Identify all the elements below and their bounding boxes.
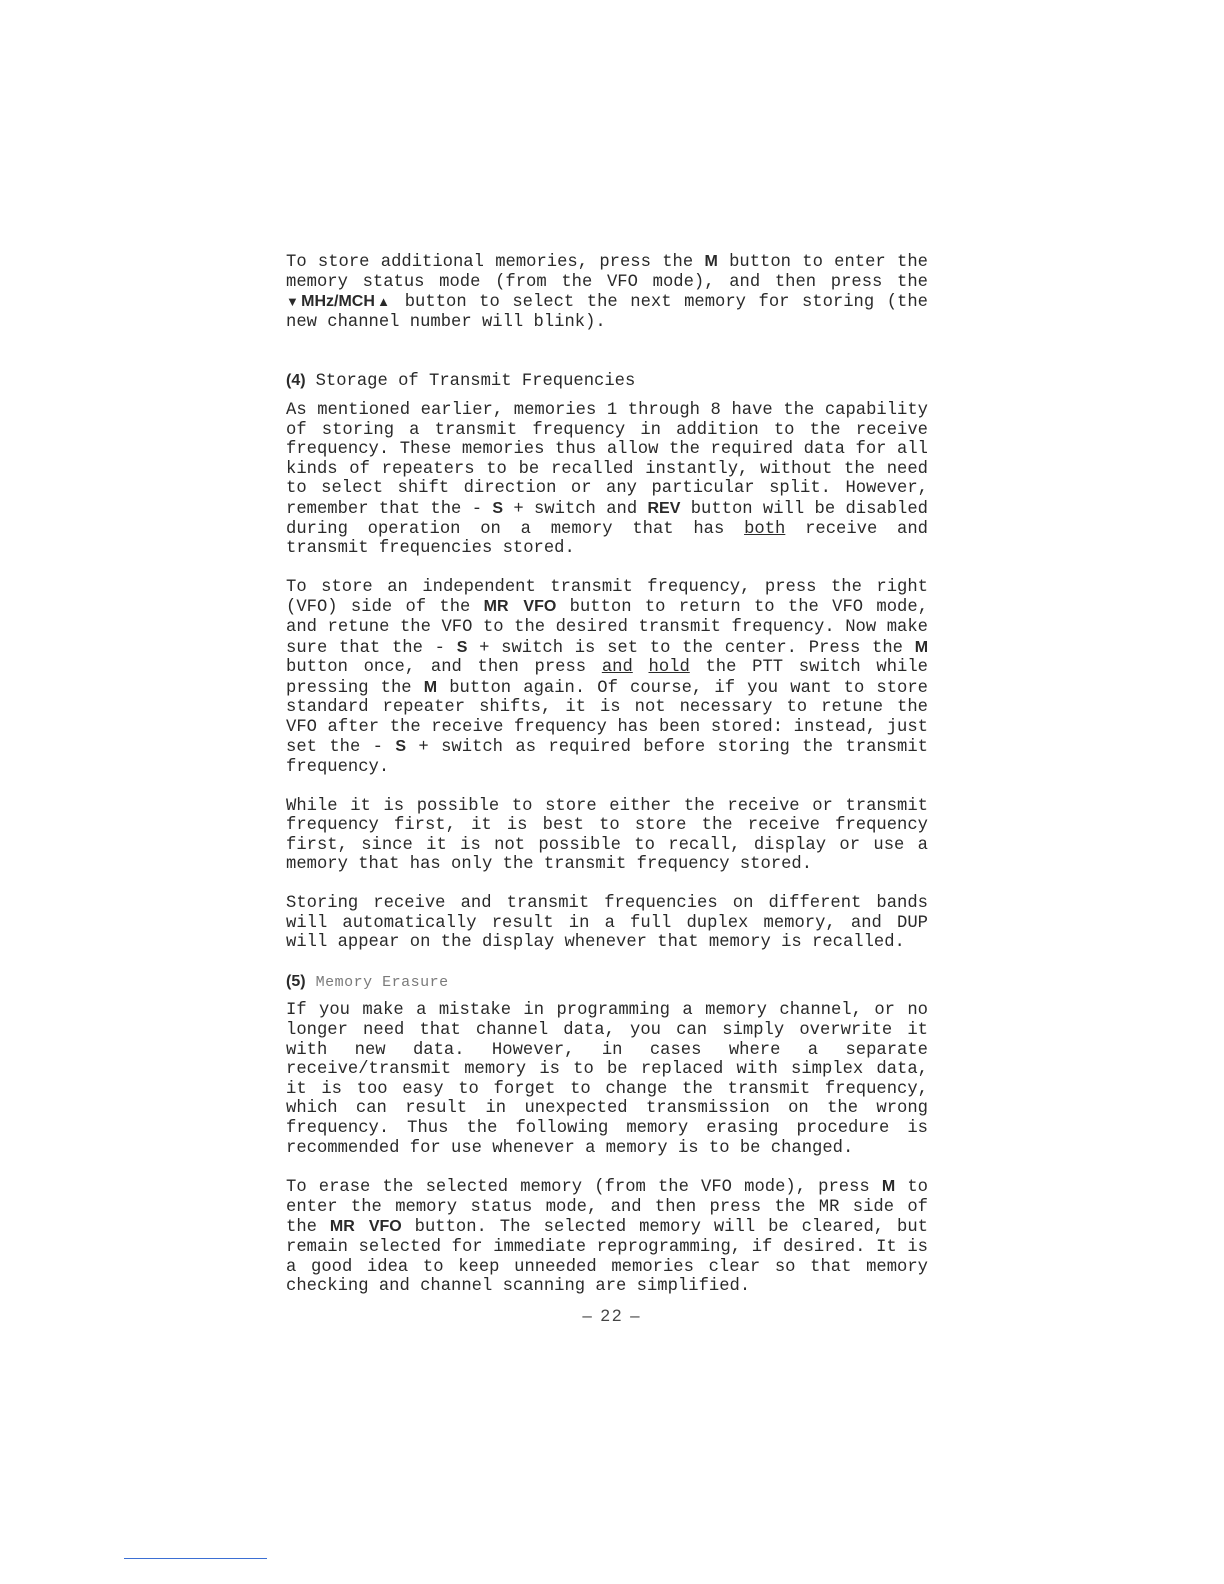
paragraph-store-independent-transmit <box>286 578 928 778</box>
spacer <box>286 391 928 401</box>
mr-vfo-button-label: MR VFO <box>483 598 557 616</box>
text: To store additional memories, press the <box>286 253 705 272</box>
paragraph-transmit-capability <box>286 401 928 559</box>
underlined-word: both <box>744 519 786 539</box>
spacer <box>286 953 928 972</box>
text: To erase the selected memory (from the VFO mode), press <box>286 1178 882 1198</box>
paragraph-erase-procedure <box>286 1177 928 1297</box>
spacer <box>286 1158 928 1177</box>
text: To store an independent transmit frequency, press the right (VFO) side of the <box>286 577 928 618</box>
down-triangle-icon: ▼ <box>286 294 302 310</box>
section-number: (5) <box>286 972 306 990</box>
spacer <box>286 778 928 797</box>
text: button once, and then press <box>286 658 602 678</box>
text: button again. Of course, if you want to store standard repeater shifts, it is not necessary to retune the VFO after the receive frequency has been stored: instead, just set the - <box>286 678 928 758</box>
page-number: – 22 – <box>582 1306 642 1325</box>
m-button-label: M <box>704 253 718 270</box>
scan-edge-line <box>124 1558 267 1559</box>
mr-vfo-button-label: MR VFO <box>329 1218 402 1236</box>
paragraph-store-order: While it is possible to store either the receive or transmit frequency first, it is best to store the receive frequency first, since it is not possible to recall, display or use a memory that has only the transmit frequency stored. <box>286 796 928 875</box>
paragraph-store-additional-memories <box>286 252 928 332</box>
text: to enter the memory status mode, and then press the MR side of the <box>286 1178 928 1238</box>
rev-button-label: REV <box>647 499 681 517</box>
up-triangle-icon: ▲ <box>374 294 393 310</box>
text: the PTT switch while pressing the <box>286 658 928 698</box>
text: button to return to the VFO mode, and retune the VFO to the desired transmit frequency. Now make sure that the - <box>286 598 929 658</box>
m-button-label: M <box>881 1178 896 1196</box>
text: + switch is set to the center. Press the <box>467 638 915 658</box>
text: button will be disabled during operation on a memory that has <box>286 499 928 539</box>
spacer <box>286 991 928 1001</box>
text: receive and transmit frequencies stored. <box>286 519 928 559</box>
section-heading-4 <box>286 371 928 391</box>
text: button. The selected memory will be cleared, but remain selected for immediate reprogramming, if desired. It is a good idea to keep unneeded memories clear so that memory checking and channel scanning are simplified. <box>286 1218 928 1297</box>
paragraph-full-duplex: Storing receive and transmit frequencies on different bands will automatically result in a full duplex memory, and DUP will appear on the display whenever that memory is recalled. <box>286 894 928 953</box>
section-number: (4) <box>286 372 306 390</box>
s-switch-label: S <box>492 499 504 517</box>
m-button-label: M <box>914 638 929 656</box>
mhz-mch-button-label: MHz/MCH <box>301 293 375 311</box>
text: button to enter the memory status mode (from the VFO mode), and then press the <box>286 253 928 292</box>
text: As mentioned earlier, memories 1 through 8 have the capability of storing a transmit frequency in addition to the receive frequency. These memories thus allow the required data for all kinds of repeaters to be recalled instantly, without the need to select shift direction or any particular split. However, remember that the - <box>286 400 928 519</box>
section-title: Memory Erasure <box>315 973 449 991</box>
text: + switch and <box>503 499 648 519</box>
spacer <box>286 875 928 894</box>
text: button to select the next memory for storing (the new channel number will blink). <box>286 293 928 332</box>
underlined-word: hold <box>648 658 690 678</box>
section-heading-5 <box>286 972 928 992</box>
section-title: Storage of Transmit Frequencies <box>315 372 636 392</box>
spacer <box>286 559 928 578</box>
spacer <box>286 332 928 371</box>
s-switch-label: S <box>395 738 407 756</box>
s-switch-label: S <box>456 638 468 656</box>
m-button-label: M <box>423 678 438 696</box>
text <box>633 658 649 677</box>
underlined-word: and <box>601 658 633 678</box>
manual-page-body <box>286 252 928 1297</box>
text: + switch as required before storing the transmit frequency. <box>286 738 928 778</box>
paragraph-memory-mistake: If you make a mistake in programming a memory channel, or no longer need that channel data, you can simply overwrite it with new data. However, in cases where a separate receive/transmit memory is to be replaced with simplex data, it is too easy to forget to change the transmit frequency, which can result in unexpected transmission on the wrong frequency. Thus the following memory erasing procedure is recommended for use whenever a memory is to be changed. <box>286 1001 928 1158</box>
